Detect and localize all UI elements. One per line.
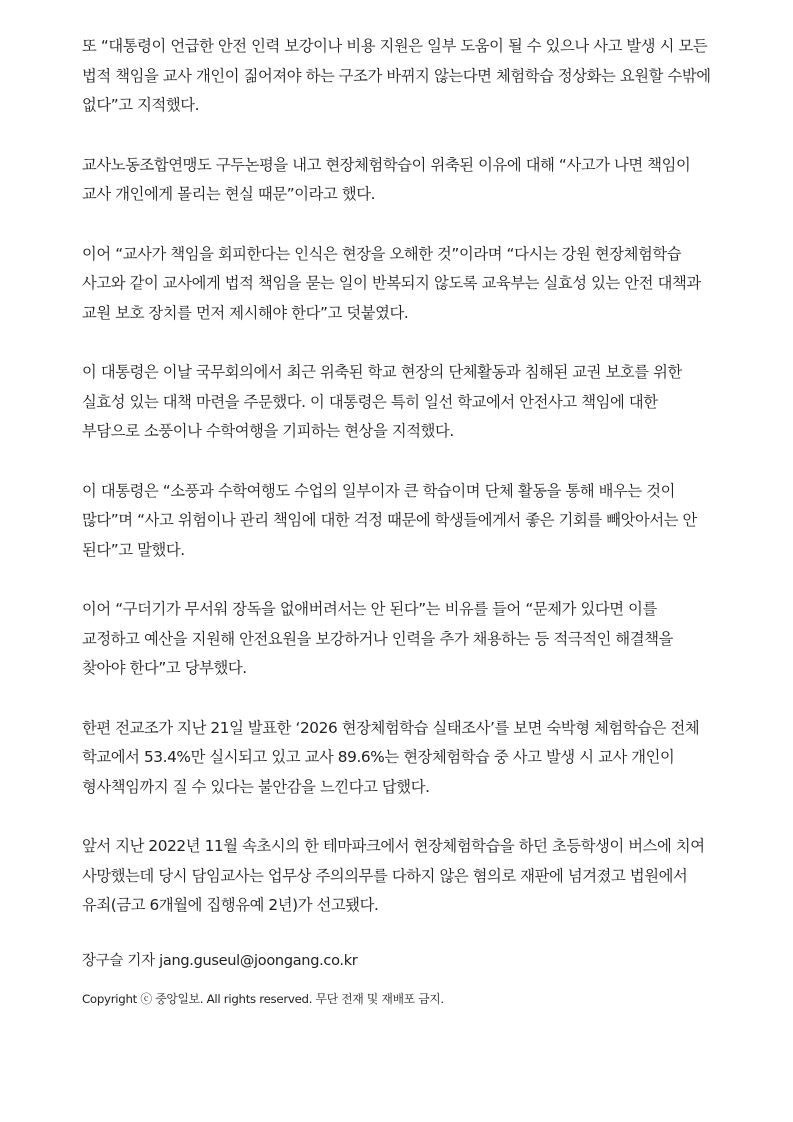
- article-paragraph: 이어 “교사가 책임을 회피한다는 인식은 현장을 오해한 것”이라며 “다시는 강원 현장체험학습 사고와 같이 교사에게 법적 책임을 묻는 일이 반복되지 않도록 교육부는 실효성 있는 안전 대책과 교원 보호 장치를 먼저 제시해야 한다”고 덧붙였다.: [82, 244, 701, 322]
- article-paragraph: 이어 “구더기가 무서워 장독을 없애버려서는 안 된다”는 비유를 들어 “문제가 있다면 이를 교정하고 예산을 지원해 안전요원을 보강하거나 인력을 추가 채용하는 등 적극적인 해결책을 찾아야 한다”고 당부했다.: [82, 600, 673, 677]
- copyright-notice: Copyright ⓒ 중앙일보. All rights reserved. 무단 전재 및 재배포 금지.: [82, 992, 444, 1006]
- article-body: [82, 32, 716, 921]
- article-paragraph: 이 대통령은 이날 국무회의에서 최근 위축된 학교 현장의 단체활동과 침해된 교권 보호를 위한 실효성 있는 대책 마련을 주문했다. 이 대통령은 특히 일선 학교에서 안전사고 책임에 대한 부담으로 소풍이나 수학여행을 기피하는 현상을 지적했다.: [82, 363, 682, 440]
- article-paragraph: 또 “대통령이 언급한 안전 인력 보강이나 비용 지원은 일부 도움이 될 수 있으나 사고 발생 시 모든 법적 책임을 교사 개인이 짊어져야 하는 구조가 바뀌지 않는다면 체험학습 정상화는 요원할 수밖에 없다”고 지적했다.: [82, 37, 711, 114]
- article-paragraph: 한편 전교조가 지난 21일 발표한 ‘2026 현장체험학습 실태조사’를 보면 숙박형 체험학습은 전체 학교에서 53.4%만 실시되고 있고 교사 89.6%는 현장체험학습 중 사고 발생 시 교사 개인이 형사책임까지 질 수 있다는 불안감을 느낀다고 답했다.: [82, 718, 700, 796]
- article-paragraph: 앞서 지난 2022년 11월 속초시의 한 테마파크에서 현장체험학습을 하던 초등학생이 버스에 치여 사망했는데 당시 담임교사는 업무상 주의의무를 다하지 않은 혐의로 재판에 넘겨졌고 법원에서 유죄(금고 6개월에 집행유예 2년)가 선고됐다.: [82, 837, 705, 914]
- reporter-byline: 장구슬 기자 jang.guseul@joongang.co.kr: [82, 953, 358, 969]
- article-paragraph: 이 대통령은 “소풍과 수학여행도 수업의 일부이자 큰 학습이며 단체 활동을 통해 배우는 것이 많다”며 “사고 위험이나 관리 책임에 대한 걱정 때문에 학생들에게서 좋은 기회를 빼앗아서는 안 된다”고 말했다.: [82, 481, 697, 559]
- article-paragraph: 교사노동조합연맹도 구두논평을 내고 현장체험학습이 위축된 이유에 대해 “사고가 나면 책임이 교사 개인에게 몰리는 현실 때문”이라고 했다.: [82, 155, 691, 203]
